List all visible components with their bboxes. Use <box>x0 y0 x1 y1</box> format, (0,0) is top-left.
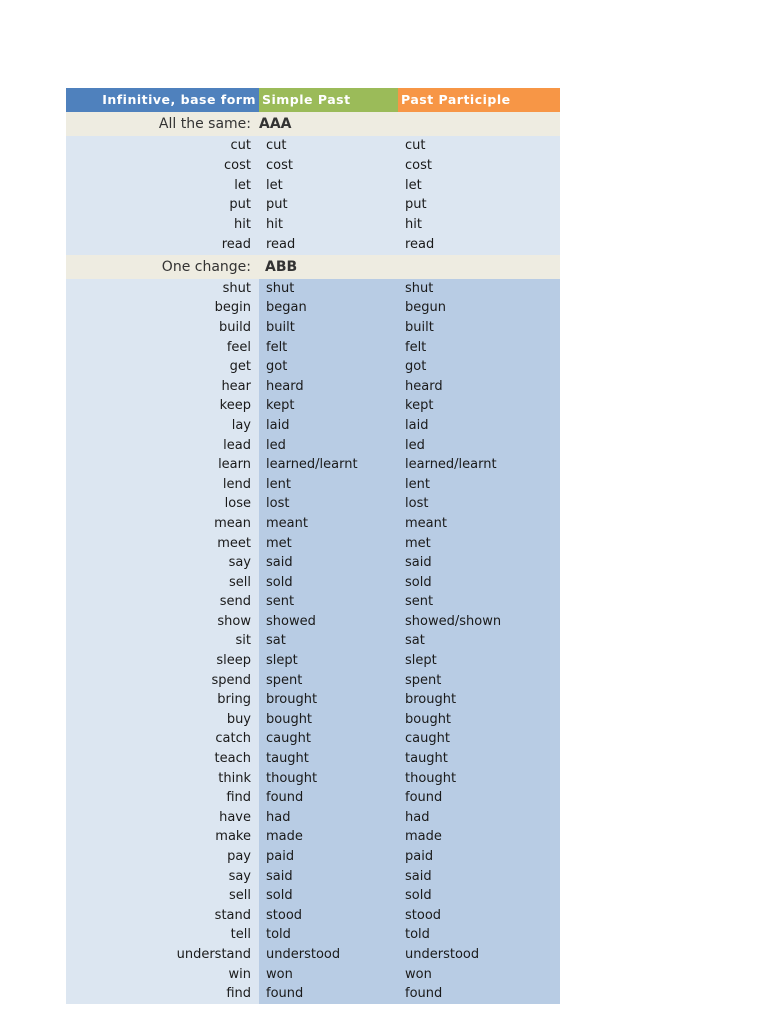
cell-simple-past: slept <box>259 651 398 671</box>
cell-simple-past: felt <box>259 338 398 358</box>
cell-infinitive: let <box>66 176 259 196</box>
cell-past-participle: made <box>398 827 560 847</box>
cell-simple-past: said <box>259 867 398 887</box>
cell-past-participle: read <box>398 235 560 255</box>
cell-simple-past: taught <box>259 749 398 769</box>
cell-infinitive: have <box>66 808 259 828</box>
table-row <box>66 377 560 397</box>
cell-simple-past: bought <box>259 710 398 730</box>
table-row <box>66 136 560 156</box>
table-row <box>66 867 560 887</box>
cell-past-participle: cost <box>398 156 560 176</box>
cell-infinitive: buy <box>66 710 259 730</box>
cell-infinitive: think <box>66 769 259 789</box>
cell-past-participle: begun <box>398 298 560 318</box>
table-row <box>66 396 560 416</box>
cell-infinitive: sit <box>66 631 259 651</box>
table-row <box>66 592 560 612</box>
cell-infinitive: spend <box>66 671 259 691</box>
table-row <box>66 651 560 671</box>
cell-simple-past: built <box>259 318 398 338</box>
cell-infinitive: feel <box>66 338 259 358</box>
cell-infinitive: lend <box>66 475 259 495</box>
cell-past-participle: said <box>398 867 560 887</box>
cell-past-participle: sold <box>398 886 560 906</box>
table-row <box>66 573 560 593</box>
cell-infinitive: keep <box>66 396 259 416</box>
cell-past-participle: met <box>398 534 560 554</box>
table-row <box>66 534 560 554</box>
cell-simple-past: told <box>259 925 398 945</box>
section-label: One change: <box>161 258 251 275</box>
cell-simple-past: paid <box>259 847 398 867</box>
cell-past-participle: understood <box>398 945 560 965</box>
table-row <box>66 553 560 573</box>
table-row <box>66 338 560 358</box>
cell-infinitive: hit <box>66 215 259 235</box>
cell-simple-past: won <box>259 965 398 985</box>
cell-past-participle: felt <box>398 338 560 358</box>
cell-past-participle: paid <box>398 847 560 867</box>
table-row <box>66 612 560 632</box>
cell-simple-past: lost <box>259 494 398 514</box>
cell-past-participle: kept <box>398 396 560 416</box>
cell-infinitive: make <box>66 827 259 847</box>
cell-past-participle: taught <box>398 749 560 769</box>
cell-infinitive: send <box>66 592 259 612</box>
cell-infinitive: understand <box>66 945 259 965</box>
cell-past-participle: let <box>398 176 560 196</box>
header-past-participle: Past Participle <box>398 88 560 112</box>
cell-simple-past: read <box>259 235 398 255</box>
cell-infinitive: teach <box>66 749 259 769</box>
cell-simple-past: made <box>259 827 398 847</box>
cell-past-participle: lent <box>398 475 560 495</box>
section-label: All the same: <box>158 116 251 132</box>
cell-infinitive: hear <box>66 377 259 397</box>
cell-simple-past: put <box>259 195 398 215</box>
cell-simple-past: kept <box>259 396 398 416</box>
table-row <box>66 514 560 534</box>
table-row <box>66 847 560 867</box>
cell-infinitive: stand <box>66 906 259 926</box>
cell-simple-past: let <box>259 176 398 196</box>
table-row <box>66 475 560 495</box>
table-row <box>66 494 560 514</box>
cell-infinitive: win <box>66 965 259 985</box>
cell-simple-past: hit <box>259 215 398 235</box>
cell-infinitive: tell <box>66 925 259 945</box>
cell-infinitive: read <box>66 235 259 255</box>
table-row <box>66 769 560 789</box>
cell-infinitive: meet <box>66 534 259 554</box>
header-simple-past: Simple Past <box>259 88 398 112</box>
cell-simple-past: said <box>259 553 398 573</box>
cell-past-participle: laid <box>398 416 560 436</box>
cell-simple-past: laid <box>259 416 398 436</box>
cell-simple-past: heard <box>259 377 398 397</box>
cell-infinitive: lay <box>66 416 259 436</box>
cell-simple-past: caught <box>259 729 398 749</box>
cell-past-participle: said <box>398 553 560 573</box>
cell-past-participle: stood <box>398 906 560 926</box>
cell-past-participle: cut <box>398 136 560 156</box>
cell-past-participle: heard <box>398 377 560 397</box>
cell-infinitive: sleep <box>66 651 259 671</box>
cell-infinitive: bring <box>66 690 259 710</box>
table-row <box>66 729 560 749</box>
cell-simple-past: sold <box>259 886 398 906</box>
cell-infinitive: mean <box>66 514 259 534</box>
section-code: AAA <box>259 116 292 132</box>
table-row <box>66 279 560 299</box>
table-row <box>66 298 560 318</box>
cell-infinitive: say <box>66 553 259 573</box>
cell-past-participle: meant <box>398 514 560 534</box>
cell-infinitive: pay <box>66 847 259 867</box>
cell-infinitive: show <box>66 612 259 632</box>
cell-infinitive: sell <box>66 573 259 593</box>
table-row <box>66 749 560 769</box>
table-row <box>66 671 560 691</box>
table-row <box>66 945 560 965</box>
cell-past-participle: showed/shown <box>398 612 560 632</box>
cell-simple-past: sat <box>259 631 398 651</box>
cell-infinitive: cut <box>66 136 259 156</box>
cell-simple-past: cost <box>259 156 398 176</box>
cell-infinitive: begin <box>66 298 259 318</box>
cell-infinitive: cost <box>66 156 259 176</box>
cell-simple-past: shut <box>259 279 398 299</box>
cell-past-participle: led <box>398 436 560 456</box>
table-header <box>66 88 560 112</box>
cell-simple-past: meant <box>259 514 398 534</box>
cell-past-participle: found <box>398 984 560 1004</box>
cell-past-participle: spent <box>398 671 560 691</box>
cell-infinitive: say <box>66 867 259 887</box>
cell-past-participle: sat <box>398 631 560 651</box>
section-header-abb <box>66 255 560 279</box>
cell-past-participle: won <box>398 965 560 985</box>
section-rows-abb <box>66 279 560 1004</box>
cell-simple-past: had <box>259 808 398 828</box>
cell-past-participle: found <box>398 788 560 808</box>
cell-simple-past: thought <box>259 769 398 789</box>
cell-simple-past: spent <box>259 671 398 691</box>
table-row <box>66 195 560 215</box>
cell-simple-past: stood <box>259 906 398 926</box>
table-row <box>66 318 560 338</box>
cell-simple-past: led <box>259 436 398 456</box>
section-rows-aaa <box>66 136 560 255</box>
cell-infinitive: find <box>66 984 259 1004</box>
table-row <box>66 357 560 377</box>
table-row <box>66 925 560 945</box>
header-infinitive: Infinitive, base form <box>66 88 259 112</box>
cell-infinitive: catch <box>66 729 259 749</box>
cell-infinitive: learn <box>66 455 259 475</box>
cell-past-participle: slept <box>398 651 560 671</box>
cell-simple-past: lent <box>259 475 398 495</box>
table-row <box>66 176 560 196</box>
cell-simple-past: began <box>259 298 398 318</box>
table-row <box>66 235 560 255</box>
verb-table <box>66 88 560 1004</box>
cell-infinitive: find <box>66 788 259 808</box>
cell-simple-past: showed <box>259 612 398 632</box>
cell-past-participle: had <box>398 808 560 828</box>
cell-past-participle: shut <box>398 279 560 299</box>
table-row <box>66 788 560 808</box>
table-row <box>66 827 560 847</box>
cell-simple-past: met <box>259 534 398 554</box>
cell-infinitive: lose <box>66 494 259 514</box>
cell-infinitive: get <box>66 357 259 377</box>
table-row <box>66 984 560 1004</box>
cell-past-participle: learned/learnt <box>398 455 560 475</box>
table-row <box>66 215 560 235</box>
section-header-aaa <box>66 112 560 136</box>
cell-infinitive: build <box>66 318 259 338</box>
section-code: ABB <box>265 258 298 275</box>
cell-simple-past: cut <box>259 136 398 156</box>
table-row <box>66 690 560 710</box>
table-row <box>66 906 560 926</box>
cell-past-participle: bought <box>398 710 560 730</box>
table-row <box>66 455 560 475</box>
cell-infinitive: shut <box>66 279 259 299</box>
cell-past-participle: put <box>398 195 560 215</box>
cell-past-participle: hit <box>398 215 560 235</box>
table-row <box>66 436 560 456</box>
cell-simple-past: got <box>259 357 398 377</box>
table-row <box>66 156 560 176</box>
table-row <box>66 808 560 828</box>
cell-past-participle: brought <box>398 690 560 710</box>
cell-past-participle: thought <box>398 769 560 789</box>
cell-simple-past: brought <box>259 690 398 710</box>
cell-simple-past: found <box>259 984 398 1004</box>
cell-past-participle: caught <box>398 729 560 749</box>
cell-infinitive: put <box>66 195 259 215</box>
cell-past-participle: sold <box>398 573 560 593</box>
cell-simple-past: understood <box>259 945 398 965</box>
cell-past-participle: told <box>398 925 560 945</box>
cell-infinitive: lead <box>66 436 259 456</box>
cell-infinitive: sell <box>66 886 259 906</box>
cell-simple-past: sold <box>259 573 398 593</box>
table-row <box>66 965 560 985</box>
table-row <box>66 416 560 436</box>
cell-past-participle: sent <box>398 592 560 612</box>
table-row <box>66 710 560 730</box>
cell-past-participle: got <box>398 357 560 377</box>
cell-simple-past: sent <box>259 592 398 612</box>
cell-past-participle: lost <box>398 494 560 514</box>
cell-simple-past: learned/learnt <box>259 455 398 475</box>
table-row <box>66 886 560 906</box>
table-row <box>66 631 560 651</box>
cell-past-participle: built <box>398 318 560 338</box>
cell-simple-past: found <box>259 788 398 808</box>
